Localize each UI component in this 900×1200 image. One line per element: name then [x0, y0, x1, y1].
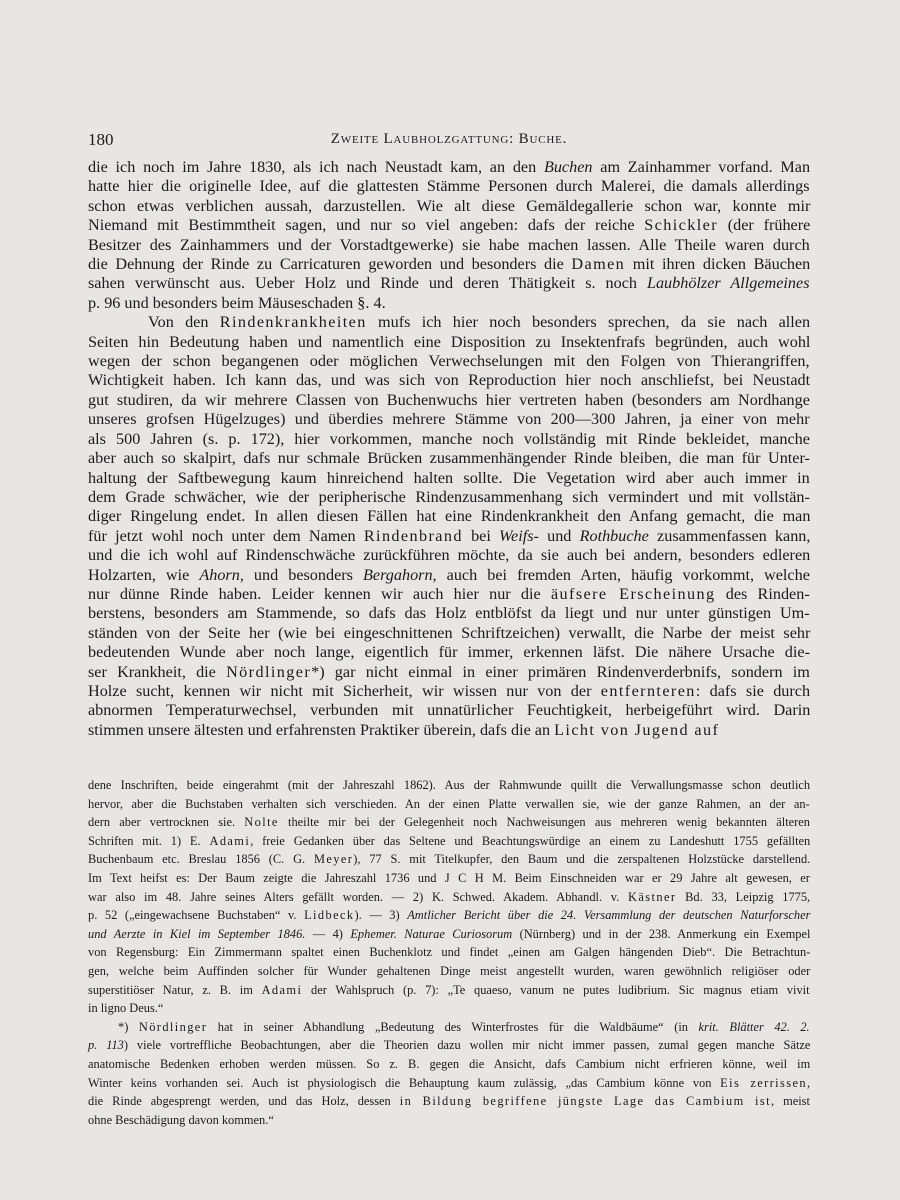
text-run: Besitzer des Zainhammers und der Vorstadtgewerke) sie habe machen lassen. Alle Theile waren durch: [88, 235, 810, 254]
text-line: [88, 410, 810, 429]
text-run: Winter keins vorhanden sei. Auch ist physiologisch die Behauptung kaum zulässig, „das Cambium könne von: [88, 1075, 721, 1090]
text-run: und die ich wohl auf Rindenschwäche zurückführen möchte, da sie auch bei andern, besonders edleren: [88, 546, 811, 565]
text-run: ). — 3): [354, 908, 408, 923]
text-run: und: [538, 526, 580, 545]
spaced-text: Kästner: [628, 889, 677, 904]
text-run: dern aber vertrocknen sie.: [88, 815, 245, 830]
text-run: dene Inschriften, beide eingerahmt (mit der Jahreszahl 1862). Aus der Rahmwunde quillt die Verwallungsmasse schon deutlich: [88, 778, 811, 792]
spaced-text: Nördlinger: [226, 662, 312, 681]
text-run: war also im 48. Jahre seines Alters gefällt worden. — 2) K. Schwed. Akadem. Abhandl. v.: [88, 889, 629, 904]
text-run: schon etwas verblichen aussah, darzustellen. Wie alt diese Gemäldegallerie schon war, konnte mir: [88, 196, 811, 215]
text-run: ohne Beschädigung davon kommen.“: [88, 1112, 274, 1127]
footnote-line: [88, 869, 810, 888]
text-line: [88, 585, 810, 604]
text-run: am Zainhammer vorfand. Man: [592, 158, 811, 176]
text-run: Bd. 33, Leipzig 1775,: [676, 889, 811, 904]
footnote-line: [88, 925, 810, 944]
footnote-line: [88, 1074, 810, 1093]
italic-text: krit. Blätter 42. 2.: [698, 1019, 810, 1034]
main-text: [88, 158, 810, 740]
text-line: [88, 604, 810, 623]
text-run: die Rinde abgesprengt werden, und das Holz, dessen: [88, 1094, 400, 1109]
spaced-text: Schickler: [644, 216, 718, 235]
footnote-line: [88, 776, 810, 795]
text-run: nur dünne Rinde haben. Leider kennen wir auch hier nur die: [88, 584, 551, 603]
text-run: Buchenbaum etc. Breslau 1856 (C. G.: [88, 852, 314, 867]
spaced-text: entfernteren: [600, 681, 696, 700]
text-run: in ligno Deus.“: [88, 1001, 164, 1016]
footnote-line: [88, 906, 810, 925]
text-run: Schriften mit. 1) E.: [88, 833, 210, 848]
text-run: haltung der Saftbewegung kaum hinreichend halten sollte. Die Vegetation wird aber auch immer in: [88, 468, 810, 487]
footnote-line: [88, 1111, 810, 1130]
text-run: hervor, aber die Buchstaben verhalten sich verschieden. An der einen Platte verwallen sie, wie der ganze Rahmen, an der an-: [88, 796, 810, 811]
text-run: für jetzt wohl noch unter dem Namen: [88, 526, 364, 545]
text-line: [88, 643, 810, 662]
footnote-line: [88, 850, 810, 869]
text-line: [88, 430, 810, 449]
text-run: : dafs sie durch: [695, 681, 811, 700]
text-line: [88, 371, 810, 390]
running-head: [88, 130, 810, 152]
text-run: Holze sucht, kennen wir nicht mit Sicherheit, wir wissen nur von der: [88, 681, 601, 700]
italic-text: Amtlicher Bericht über die 24. Versammlung der deutschen Naturforscher: [407, 908, 811, 923]
spaced-text: in Bildung begriffene jüngste Lage das Cambium ist: [399, 1094, 771, 1109]
footnote-line: [88, 1092, 810, 1111]
footnote-line: [88, 962, 810, 981]
text-run: Seiten hin Bedeutung haben und namentlich eine Disposition zu Insektenfrafs begründen, auch wohl: [88, 332, 811, 351]
footnote-line: [88, 832, 810, 851]
text-line: [88, 566, 810, 585]
text-run: (Nürnberg) und in der 238. Anmerkung ein Exempel: [512, 926, 811, 941]
text-run: die Dehnung der Rinde zu Carricaturen geworden und besonders die: [88, 255, 572, 274]
text-line: [88, 391, 810, 410]
text-run: ser Krankheit, die: [88, 662, 227, 681]
spaced-text: Nolte: [244, 815, 279, 830]
spaced-text: Nördlinger: [138, 1019, 208, 1034]
chapter-title: Zweite Laubholzgattung: Buche.: [330, 131, 568, 147]
text-run: von Regensburg: Ein Zimmermann spaltet einen Buchenklotz und findet „einen am Galgen hängenden Dieb“. Die Betrachtun-: [88, 945, 811, 960]
footnote-line: [88, 1018, 810, 1037]
text-run: theilte mir bei der Gelegenheit noch Nachweisungen aus mehreren wenig bekannten älteren: [278, 815, 810, 830]
text-run: auch bei fremden Arten, häufig vorkommt, welche: [436, 565, 810, 584]
text-run: — 4): [305, 926, 351, 941]
text-run: zusammenfassen kann,: [648, 526, 811, 545]
text-run: gut studiren, da wir mehrere Classen von Buchenwuchs hier vertreten haben (besonders am Nordhange: [88, 390, 810, 409]
text-line: [88, 294, 810, 313]
page-number: 180: [88, 130, 114, 149]
spaced-text: Meyer: [313, 852, 354, 867]
text-line: [88, 624, 810, 643]
text-line: [88, 352, 810, 371]
italic-text: Ephemer. Naturae Curiosorum: [350, 926, 513, 941]
text-run: wegen der schon begangenen oder möglichen Verwechselungen mit den Folgen von Thierangriffen,: [88, 352, 810, 371]
text-run: superstitiöser Natur, z. B. im: [88, 982, 262, 997]
spaced-text: Rindenbrand: [363, 526, 463, 545]
text-run: berstens, besonders am Stammende, so dafs das Holz entblöfst da liegt und nur unter günstigen Um-: [88, 604, 810, 623]
spaced-text: Eis zerrissen: [720, 1075, 807, 1090]
text-run: Im Text heifst es: Der Baum zeigte die Jahreszahl 1736 und J C H M. Beim Einschneiden war er 29 Jahre alt gewesen, er: [88, 870, 810, 885]
text-run: bedeutenden Wunde aber noch lange, eigentlich für immer, erkennen läfst. Die nähere Ursache die-: [88, 643, 810, 662]
text-line: [88, 236, 810, 255]
text-run: als 500 Jahren (s. p. 172), hier vorkommen, manche noch vollständig mit Rinde bekleidet, manche: [88, 429, 810, 448]
text-run: abnormen Temperaturwechsel, verbunden mit unnatürlicher Feuchtigkeit, herbeigeführt wird. Darin: [88, 701, 811, 720]
text-line: [88, 197, 810, 216]
italic-text: Rothbuche: [579, 526, 649, 545]
spaced-text: Adami: [261, 982, 303, 997]
text-run: bei: [462, 526, 500, 545]
text-line: [88, 333, 810, 352]
text-run: Niemand mit Bestimmtheit sagen, und nur so viel angeben: dafs der reiche: [88, 216, 645, 235]
text-run: anatomische Bedenken erhoben werden müssen. So z. B. gegen die Ansicht, dafs Cambium nicht erfrieren könne, weil im: [88, 1056, 811, 1071]
text-run: stimmen unsere ältesten und erfahrensten Praktiker überein, dafs die an: [88, 720, 555, 739]
text-run: ) viele vortreffliche Beobachtungen, aber die Theorien dazu wollen mir nicht immer passen, zumal gegen manche Sätze: [123, 1038, 811, 1053]
text-run: p. 52 („eingewachsene Buchstaben“ v.: [88, 908, 305, 923]
text-line: [88, 488, 810, 507]
footnote-line: [88, 981, 810, 1000]
text-run: hatte hier die originelle Idee, auf die glattesten Stämme Personen durch Malerei, die damals allerdings: [88, 177, 810, 196]
italic-text: p. 113: [88, 1038, 124, 1053]
footnote-line: [88, 795, 810, 814]
footnotes: [88, 776, 810, 1129]
spaced-text: Damen: [571, 255, 626, 274]
text-run: p. 96 und besonders beim Mäuseschaden §. 4.: [88, 293, 386, 312]
spaced-text: Adami: [209, 833, 251, 848]
footnote-line: [88, 1036, 810, 1055]
text-run: gen, welche beim Auffinden solcher für Wunder gehaltenen Dinge meist angestellt wurden, waren gewöhnlich religiöser oder: [88, 963, 811, 978]
text-line: [88, 469, 810, 488]
text-line: [88, 255, 810, 274]
text-line: [88, 701, 810, 720]
text-run: ständen von der Seite her (wie bei eingeschnittenen Schriftzeichen) verwallt, die Narbe der meist sehr: [88, 623, 811, 642]
text-line: [88, 721, 810, 740]
text-run: ,: [806, 1075, 811, 1090]
text-run: , meist: [770, 1094, 810, 1109]
text-line: [88, 507, 810, 526]
text-line: [88, 313, 810, 332]
text-run: ), 77 S. mit Titelkupfer, den Baum und die zerspaltenen Holzstücke darstellend.: [353, 852, 811, 867]
footnote-line: [88, 999, 810, 1018]
text-run: hat in seiner Abhandlung „Bedeutung des Winterfrostes für die Waldbäume“ (in: [207, 1019, 699, 1034]
text-run: *) gar nicht einmal in einer primären Rindenverderbnifs, sondern im: [311, 662, 810, 681]
text-line: [88, 546, 810, 565]
text-line: [88, 682, 810, 701]
footnote-line: [88, 943, 810, 962]
text-run: Von den: [148, 313, 220, 332]
text-run: aber auch so skalpirt, dafs nur schmale Brücken zusammenhängender Rinde bleiben, die man für Unter-: [88, 449, 810, 468]
text-line: [88, 449, 810, 468]
italic-text: Weifs-: [499, 526, 539, 545]
text-run: und besonders: [243, 565, 364, 584]
text-run: unseres grofsen Hügelzuges) und überdies mehrere Stämme von 200—300 Jahren, ja einer von mehr: [88, 410, 810, 429]
text-run: Wichtigkeit haben. Ich kann das, und was sich von Reproduction hier noch anschliefst, bei Neustadt: [88, 371, 811, 390]
text-line: [88, 216, 810, 235]
italic-text: Buchen: [543, 158, 593, 176]
spaced-text: Rindenkrankheiten: [219, 313, 367, 332]
text-line: [88, 527, 810, 546]
text-run: die ich noch im Jahre 1830, als ich nach Neustadt kam, an den: [88, 158, 544, 176]
text-run: Holzarten, wie: [88, 565, 200, 584]
text-line: [88, 274, 810, 293]
spaced-text: äufsere Erscheinung: [550, 584, 716, 603]
spaced-text: Lidbeck: [304, 908, 355, 923]
text-line: [88, 663, 810, 682]
text-run: sahen verwünscht aus. Ueber Holz und Rinde und deren Thätigkeit s. noch: [88, 274, 647, 293]
text-run: dem Grade schwächer, wie der peripherische Rindenzusammenhang sich vermindert und mit vollstän-: [88, 487, 810, 506]
text-line: [88, 158, 810, 177]
text-run: *): [118, 1019, 139, 1034]
italic-text: Laubhölzer Allgemeines: [646, 274, 810, 293]
italic-text: Ahorn,: [199, 565, 244, 584]
text-run: , freie Gedanken über das Seltene und Beachtungswürdige an einem zu Landeshutt 1755 gefällten: [250, 833, 811, 848]
italic-text: und Aerzte in Kiel im September 1846.: [88, 926, 306, 941]
footnote-line: [88, 813, 810, 832]
text-run: der Wahlspruch (p. 7): „Te quaeso, vanum ne putes ludibrium. Sic magnus etiam vivit: [302, 982, 810, 997]
text-run: diger Ringelung endet. In allen diesen Fällen hat eine Rindenkrankheit den Anfang gemacht, die man: [88, 507, 811, 526]
text-run: mufs ich hier noch besonders sprechen, da sie nach allen: [366, 313, 811, 332]
footnote-line: [88, 888, 810, 907]
text-run: des Rinden-: [715, 584, 810, 603]
spaced-text: Licht von Jugend auf: [554, 720, 720, 739]
text-line: [88, 177, 810, 196]
text-run: mit ihren dicken Bäuchen: [625, 255, 811, 274]
text-run: (der frühere: [718, 216, 811, 235]
italic-text: Bergahorn,: [363, 565, 437, 584]
footnote-line: [88, 1055, 810, 1074]
